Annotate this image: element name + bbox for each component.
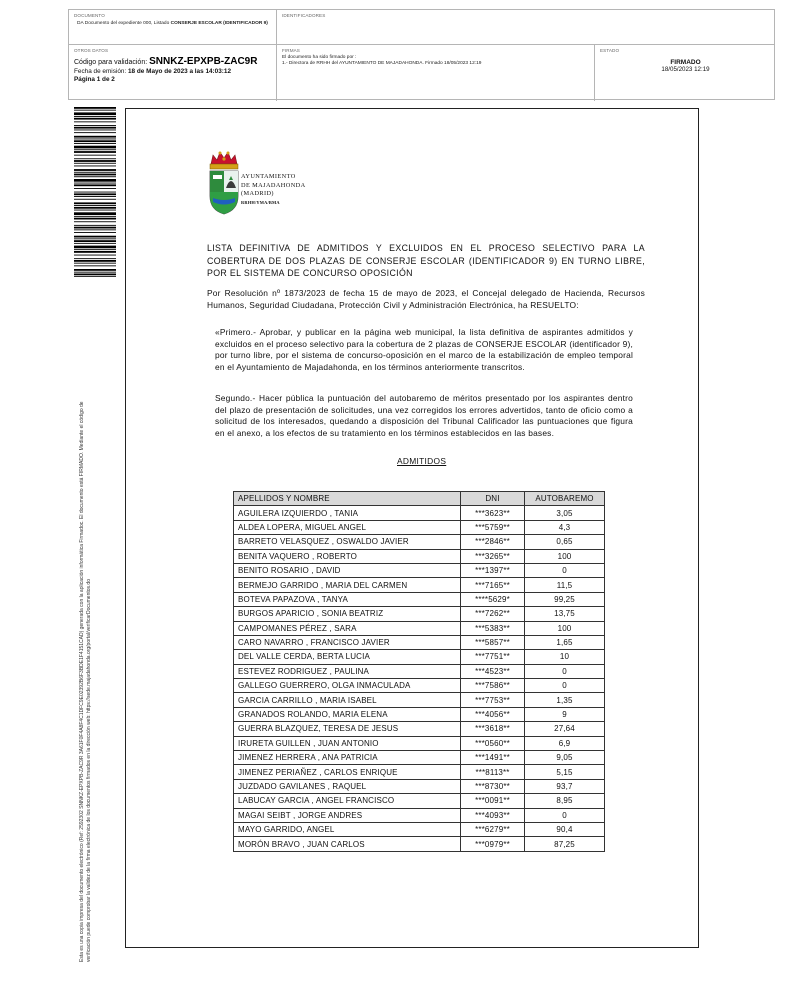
candidate-name: JIMENEZ PERIAÑEZ , CARLOS ENRIQUE — [234, 765, 461, 779]
candidate-autobaremo: 0 — [525, 664, 605, 678]
candidate-autobaremo: 27,64 — [525, 722, 605, 736]
candidate-autobaremo: 1,65 — [525, 635, 605, 649]
barcode-bar — [74, 169, 116, 171]
barcode-bar — [74, 172, 116, 173]
barcode-bar — [74, 183, 116, 184]
barcode-bar — [74, 255, 116, 256]
documento-label: DOCUMENTO — [74, 13, 105, 18]
barcode-bar — [74, 236, 116, 238]
coat-of-arms-logo — [207, 150, 241, 216]
table-row — [234, 679, 605, 693]
barcode-bar — [74, 229, 116, 230]
candidate-autobaremo: 6,9 — [525, 736, 605, 750]
barcode-bar — [74, 269, 116, 271]
barcode-bar — [74, 207, 116, 209]
candidate-name: BURGOS APARICIO , SONIA BEATRIZ — [234, 607, 461, 621]
candidate-dni: ***7165** — [461, 578, 525, 592]
candidate-autobaremo: 9,05 — [525, 751, 605, 765]
barcode-bar — [74, 232, 116, 233]
candidate-dni: ****5629* — [461, 592, 525, 606]
otros-datos-label: OTROS DATOS — [74, 48, 109, 53]
table-row — [234, 535, 605, 549]
side-text-line1: Esta es una copia impresa del documento electrónico (Ref: 2592302 SNNKZ-EPXPB-ZAC9R 3A61F0F4A8F4C1DFC9E02392B6F3BDE1F4151CAD) generada con la aplicación informática Firmadoc. El documento está FIRMADO. Mediante el código de — [79, 401, 85, 962]
candidate-name: GALLEGO GUERRERO, OLGA INMACULADA — [234, 679, 461, 693]
barcode-bar — [74, 179, 116, 182]
barcode-bar — [74, 274, 116, 276]
table-row — [234, 707, 605, 721]
candidate-name: JUZDADO GAVILANES , RAQUEL — [234, 779, 461, 793]
document-metadata-header — [68, 9, 775, 100]
candidate-autobaremo: 87,25 — [525, 837, 605, 851]
table-row — [234, 837, 605, 851]
firmas-line1: El documento ha sido firmado por : — [282, 55, 357, 60]
candidate-name: MAYO GARRIDO, ANGEL — [234, 822, 461, 836]
barcode-bar — [74, 243, 116, 244]
barcode-bar — [74, 149, 116, 150]
barcode-bar — [74, 240, 116, 242]
barcode-bar — [74, 251, 116, 253]
barcode-bar — [74, 218, 116, 220]
candidate-name: BENITO ROSARIO , DAVID — [234, 563, 461, 577]
candidate-name: BOTEVA PAPAZOVA , TANYA — [234, 592, 461, 606]
candidate-dni: ***0979** — [461, 837, 525, 851]
barcode-bar — [74, 116, 116, 117]
barcode-bar — [74, 188, 116, 189]
identificadores-label: IDENTIFICADORES — [282, 13, 326, 18]
candidate-autobaremo: 0,65 — [525, 535, 605, 549]
candidate-name: LABUCAY GARCIA , ANGEL FRANCISCO — [234, 794, 461, 808]
second-resolution-point: Segundo.- Hacer pública la puntuación del autobaremo de méritos presentado por los aspirantes dentro del plazo de presentación de solicitudes, una vez corregidos los errores advertidos, tanto de oficio como a solicitud de los interesados, quedando a disposición del Tribunal Calificador las puntuaciones que figura en el anexo, a los efectos de su tratamiento en los términos establecidos en las bases. — [215, 393, 633, 438]
candidate-name: JIMENEZ HERRERA , ANA PATRICIA — [234, 751, 461, 765]
candidate-autobaremo: 100 — [525, 621, 605, 635]
barcode-bar — [74, 174, 116, 176]
barcode-bar — [74, 227, 116, 229]
barcode-bar — [74, 210, 116, 211]
candidate-dni: ***7753** — [461, 693, 525, 707]
table-row — [234, 693, 605, 707]
table-row — [234, 779, 605, 793]
table-row — [234, 563, 605, 577]
estado-label: ESTADO — [600, 48, 620, 53]
barcode-bar — [74, 263, 116, 264]
candidate-name: DEL VALLE CERDA, BERTA LUCIA — [234, 650, 461, 664]
barcode-bar — [74, 246, 116, 249]
candidate-autobaremo: 0 — [525, 679, 605, 693]
barcode-bar — [74, 143, 116, 144]
barcode-bar — [74, 225, 116, 226]
barcode-bar — [74, 118, 116, 120]
candidate-autobaremo: 4,3 — [525, 520, 605, 534]
otros-datos-cell — [69, 45, 277, 101]
candidate-dni: ***5383** — [461, 621, 525, 635]
barcode-bar — [74, 107, 116, 109]
council-name-block — [241, 173, 306, 207]
barcode-bar — [74, 276, 116, 277]
candidate-dni: ***8113** — [461, 765, 525, 779]
barcode-bar — [74, 155, 116, 156]
candidate-dni: ***4523** — [461, 664, 525, 678]
candidate-dni: ***7586** — [461, 679, 525, 693]
barcode-bar — [74, 265, 116, 266]
barcode-bar — [74, 258, 116, 259]
barcode-bar — [74, 127, 116, 129]
table-row — [234, 751, 605, 765]
candidate-autobaremo: 90,4 — [525, 822, 605, 836]
barcode-bar — [74, 121, 116, 122]
candidate-dni: ***3618** — [461, 722, 525, 736]
header-autobaremo: AUTOBAREMO — [525, 492, 605, 506]
candidate-dni: ***0091** — [461, 794, 525, 808]
table-row — [234, 592, 605, 606]
first-resolution-point: «Primero.- Aprobar, y publicar en la página web municipal, la lista definitiva de aspirantes admitidos y excluidos en el proceso selectivo para la cobertura de 2 plazas de CONSERJE ESCOLAR (identificador 9), por turno libre, por el sistema de concurso-oposición en el marco de la estabilización de empleo temporal en el Ayuntamiento de Majadahonda, en los términos anteriormente transcritos. — [215, 327, 633, 372]
barcode-bar — [74, 163, 116, 164]
table-row — [234, 621, 605, 635]
verification-side-text — [79, 282, 92, 962]
candidate-dni: ***0560** — [461, 736, 525, 750]
firmas-label: FIRMAS — [282, 48, 300, 53]
admitidos-table — [233, 491, 605, 852]
barcode-bar — [74, 125, 116, 126]
table-row — [234, 808, 605, 822]
header-dni: DNI — [461, 492, 525, 506]
table-row — [234, 765, 605, 779]
firmas-line2: 1.- Directora de RRHH del AYUNTAMIENTO DE MAJADAHONDA. Firmado 18/05/2023 12:19 — [282, 61, 482, 66]
candidate-dni: ***7262** — [461, 607, 525, 621]
barcode-bar — [74, 272, 116, 273]
candidate-dni: ***7751** — [461, 650, 525, 664]
page-count: Página 1 de 2 — [74, 76, 115, 83]
barcode-bar — [74, 112, 116, 115]
candidate-name: GRANADOS ROLANDO, MARIA ELENA — [234, 707, 461, 721]
candidate-dni: ***8730** — [461, 779, 525, 793]
candidate-name: CAMPOMANES PÉREZ , SARA — [234, 621, 461, 635]
candidate-autobaremo: 5,15 — [525, 765, 605, 779]
table-header-row — [234, 492, 605, 506]
barcode-bar — [74, 146, 116, 149]
barcode-bar — [74, 192, 116, 193]
barcode-bar — [74, 199, 116, 200]
candidate-name: ALDEA LOPERA, MIGUEL ANGEL — [234, 520, 461, 534]
barcode-bar — [74, 176, 116, 177]
council-line3: (MADRID) — [241, 190, 274, 198]
barcode-bar — [74, 216, 116, 217]
validation-code: SNNKZ-EPXPB-ZAC9R — [149, 56, 258, 67]
barcode-bar — [74, 260, 116, 262]
barcode-bar — [74, 158, 116, 159]
barcode-bar — [74, 184, 116, 186]
candidate-name: ESTEVEZ RODRIGUEZ , PAULINA — [234, 664, 461, 678]
candidate-autobaremo: 10 — [525, 650, 605, 664]
candidate-autobaremo: 8,95 — [525, 794, 605, 808]
candidate-name: BERMEJO GARRIDO , MARIA DEL CARMEN — [234, 578, 461, 592]
candidate-name: GUERRA BLAZQUEZ, TERESA DE JESUS — [234, 722, 461, 736]
candidate-autobaremo: 100 — [525, 549, 605, 563]
emission-date-line: Fecha de emisión: 18 de Mayo de 2023 a las 14:03:12 — [74, 68, 232, 75]
estado-cell — [595, 45, 776, 101]
table-row — [234, 549, 605, 563]
candidate-autobaremo: 0 — [525, 808, 605, 822]
candidate-dni: ***1397** — [461, 563, 525, 577]
table-row — [234, 822, 605, 836]
candidate-dni: ***4056** — [461, 707, 525, 721]
barcode-bar — [74, 132, 116, 133]
barcode-bar — [74, 193, 116, 195]
candidate-name: MAGAI SEIBT , JORGE ANDRES — [234, 808, 461, 822]
barcode-bar — [74, 151, 116, 153]
table-row — [234, 520, 605, 534]
validation-code-line: Código para validación: SNNKZ-EPXPB-ZAC9R — [74, 56, 258, 67]
table-row — [234, 635, 605, 649]
barcode-bar — [74, 205, 116, 206]
candidate-name: MORÓN BRAVO , JUAN CARLOS — [234, 837, 461, 851]
estado-value: FIRMADO — [670, 59, 701, 66]
candidate-name: BARRETO VELASQUEZ , OSWALDO JAVIER — [234, 535, 461, 549]
candidate-name: GARCIA CARRILLO , MARIA ISABEL — [234, 693, 461, 707]
barcode-bar — [74, 221, 116, 222]
table-row — [234, 578, 605, 592]
candidate-dni: ***4093** — [461, 808, 525, 822]
barcode-bar — [74, 238, 116, 239]
resolution-paragraph: Por Resolución nº 1873/2023 de fecha 15 de mayo de 2023, el Concejal delegado de Hacienda, Recursos Humanos, Seguridad Ciudadana, Protección Civil y Administración Electrónica, ha RESUELTO: — [207, 288, 645, 310]
side-text-line2: verificación puede comprobar la validez de la firma electrónica de los documentos firmados en la dirección web: https://sede.majadahonda.org/portal/verificarDocumentos.do — [85, 579, 92, 962]
candidate-autobaremo: 3,05 — [525, 506, 605, 520]
candidate-autobaremo: 93,7 — [525, 779, 605, 793]
estado-date: 18/05/2023 12:19 — [661, 66, 710, 73]
barcode-bar — [74, 136, 116, 138]
council-line2: DE MAJADAHONDA — [241, 181, 306, 189]
council-ref: RRHH/YMA/BMA — [241, 199, 280, 205]
table-row — [234, 722, 605, 736]
document-title: LISTA DEFINITIVA DE ADMITIDOS Y EXCLUIDOS EN EL PROCESO SELECTIVO PARA LA COBERTURA DE DOS PLAZAS DE CONSERJE ESCOLAR (IDENTIFICADOR 9) EN TURNO LIBRE, POR EL SISTEMA DE CONCURSO OPOSICIÓN — [207, 243, 645, 278]
barcode — [74, 107, 116, 277]
barcode-bar — [74, 139, 116, 140]
table-row — [234, 506, 605, 520]
candidate-autobaremo: 13,75 — [525, 607, 605, 621]
table-row — [234, 664, 605, 678]
candidate-autobaremo: 99,25 — [525, 592, 605, 606]
candidate-autobaremo: 1,35 — [525, 693, 605, 707]
documento-cell — [69, 10, 277, 44]
barcode-bar — [74, 212, 116, 215]
table-row — [234, 650, 605, 664]
candidate-name: BENITA VAQUERO , ROBERTO — [234, 549, 461, 563]
barcode-bar — [74, 160, 116, 162]
table-row — [234, 607, 605, 621]
candidate-name: IRURETA GUILLEN , JUAN ANTONIO — [234, 736, 461, 750]
barcode-bar — [74, 249, 116, 250]
council-line1: AYUNTAMIENTO — [241, 173, 296, 180]
candidate-name: AGUILERA IZQUIERDO , TANIA — [234, 506, 461, 520]
candidate-autobaremo: 0 — [525, 563, 605, 577]
table-row — [234, 736, 605, 750]
candidate-dni: ***3265** — [461, 549, 525, 563]
candidate-dni: ***2846** — [461, 535, 525, 549]
barcode-bar — [74, 166, 116, 167]
candidate-autobaremo: 9 — [525, 707, 605, 721]
barcode-bar — [74, 196, 116, 197]
documento-text: DA Documento del expediente 000, Listado CONSERJE ESCOLAR (IDENTIFICADOR 9) — [77, 21, 268, 26]
candidate-autobaremo: 11,5 — [525, 578, 605, 592]
candidate-dni: ***3623** — [461, 506, 525, 520]
barcode-bar — [74, 202, 116, 204]
candidate-dni: ***1491** — [461, 751, 525, 765]
identificadores-cell — [277, 10, 776, 44]
admitidos-heading: ADMITIDOS — [397, 456, 447, 466]
candidate-dni: ***6279** — [461, 822, 525, 836]
header-apellidos: APELLIDOS Y NOMBRE — [234, 492, 461, 506]
candidate-dni: ***5759** — [461, 520, 525, 534]
table-row — [234, 794, 605, 808]
candidate-dni: ***5857** — [461, 635, 525, 649]
barcode-bar — [74, 110, 116, 111]
barcode-bar — [74, 130, 116, 131]
firmas-cell — [277, 45, 595, 101]
candidate-name: CARO NAVARRO , FRANCISCO JAVIER — [234, 635, 461, 649]
barcode-bar — [74, 140, 116, 142]
